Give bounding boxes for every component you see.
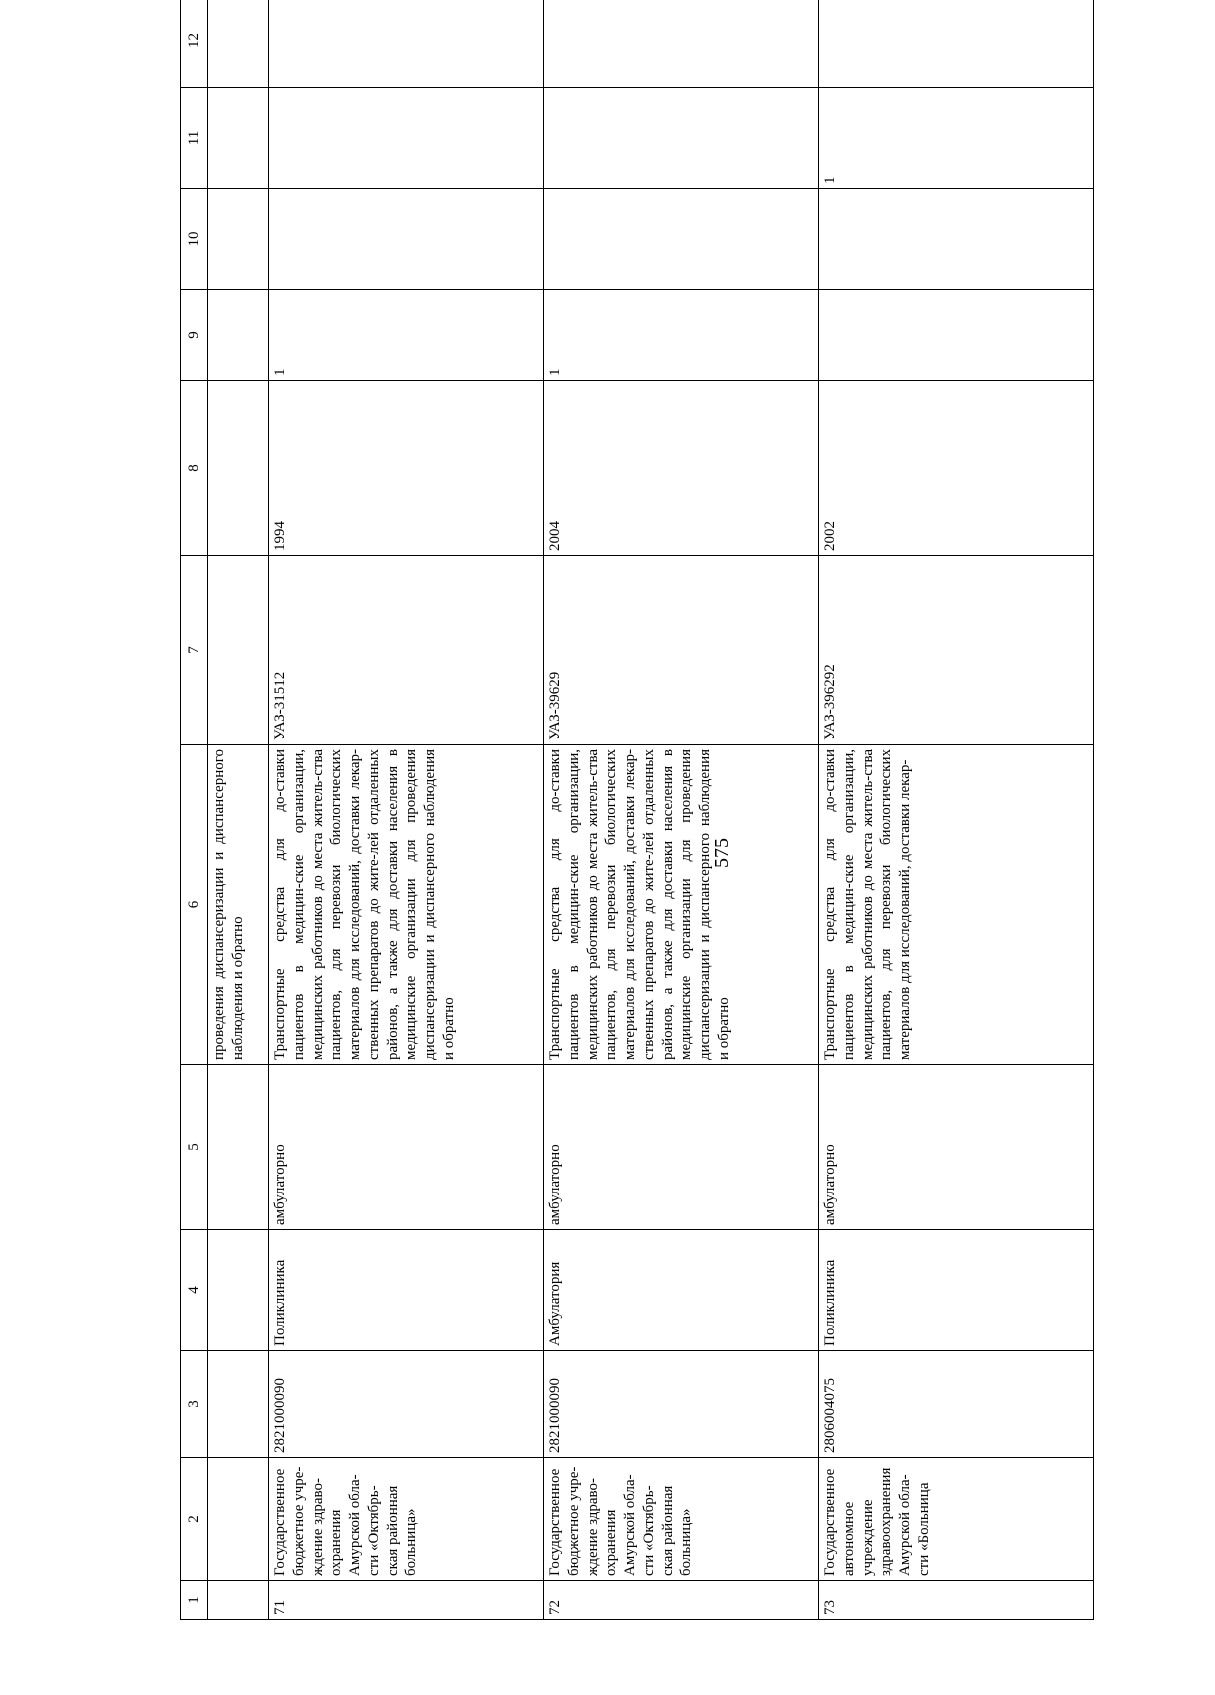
organization-name: Государственное автономное учреждение здравоохранения Амурской обла-сти «Больница (819, 1458, 1094, 1581)
column-number: 1 (181, 1581, 208, 1620)
cell-col-9 (819, 290, 1094, 381)
cell-col-11: 1 (819, 88, 1094, 189)
cell-col-10 (819, 189, 1094, 290)
cell-col-11 (544, 88, 819, 189)
row-number: 71 (269, 1581, 544, 1620)
inn-code: 2806004075 (819, 1351, 1094, 1458)
vehicle-year: 1994 (269, 381, 544, 556)
cell-col-12 (269, 0, 544, 88)
care-conditions: амбулаторно (819, 1065, 1094, 1230)
cell-col-9: 1 (269, 290, 544, 381)
vehicle-model: УАЗ-396292 (819, 556, 1094, 745)
column-number: 2 (181, 1458, 208, 1581)
table-row (819, 0, 1094, 1620)
column-number: 4 (181, 1230, 208, 1351)
cell-col-12 (819, 0, 1094, 88)
inn-code: 2821000090 (269, 1351, 544, 1458)
inn-code: 2821000090 (544, 1351, 819, 1458)
organization-name: Государственное бюджетное учре-ждение здраво-охранения Амурской обла-сти «Октябрь-ская районная больница» (544, 1458, 819, 1581)
care-conditions: амбулаторно (544, 1065, 819, 1230)
table-row (544, 0, 819, 1620)
purpose-continuation: проведения диспансеризации и диспансерного наблюдения и обратно (208, 745, 269, 1065)
column-number: 8 (181, 381, 208, 556)
cell-empty (208, 1065, 269, 1230)
cell-col-10 (269, 189, 544, 290)
organization-name: Государственное бюджетное учре-ждение здраво-охранения Амурской обла-сти «Октябрь-ская районная больница» (269, 1458, 544, 1581)
vehicle-year: 2004 (544, 381, 819, 556)
cell-empty (208, 1230, 269, 1351)
vehicle-model: УАЗ-31512 (269, 556, 544, 745)
cell-empty (208, 556, 269, 745)
cell-empty (208, 1581, 269, 1620)
row-number: 73 (819, 1581, 1094, 1620)
column-number-row (181, 0, 208, 1620)
column-number: 11 (181, 88, 208, 189)
vehicle-year: 2002 (819, 381, 1094, 556)
unit-name: Поликлиника (269, 1230, 544, 1351)
vehicle-purpose: Транспортные средства для до-ставки пациентов в медицин-ские организации, медицинских работников до места житель-ства пациентов, для перевозки биологических материалов для исследований, доставки лекар-ственных препаратов до жите-лей отдаленных районов, а также для доставки населения в медицинские организации для проведения диспансеризации и диспансерного наблюдения и обратно (269, 745, 544, 1065)
unit-name: Поликлиника (819, 1230, 1094, 1351)
rotated-table-wrapper (180, 33, 1215, 1620)
cell-col-9: 1 (544, 290, 819, 381)
cell-col-10 (544, 189, 819, 290)
transport-register-table (180, 0, 1094, 1620)
cell-empty (208, 1351, 269, 1458)
page-number: 575 (711, 838, 733, 868)
vehicle-model: УАЗ-39629 (544, 556, 819, 745)
column-number: 3 (181, 1351, 208, 1458)
column-number: 5 (181, 1065, 208, 1230)
column-number: 6 (181, 745, 208, 1065)
cell-empty (208, 1458, 269, 1581)
register-sheet (180, 33, 1215, 1620)
column-number: 10 (181, 189, 208, 290)
column-number: 7 (181, 556, 208, 745)
column-number: 9 (181, 290, 208, 381)
cell-empty (208, 0, 269, 88)
vehicle-purpose: Транспортные средства для до-ставки пациентов в медицин-ские организации, медицинских работников до места житель-ства пациентов, для перевозки биологических материалов для исследований, доставки лекар-ственных препаратов до жите-лей отдаленных районов, а также для доставки населения в медицинские организации для проведения диспансеризации и диспансерного наблюдения и обратно (544, 745, 819, 1065)
cell-col-12 (544, 0, 819, 88)
continuation-row (208, 0, 269, 1620)
cell-empty (208, 88, 269, 189)
unit-name: Амбулатория (544, 1230, 819, 1351)
cell-empty (208, 290, 269, 381)
care-conditions: амбулаторно (269, 1065, 544, 1230)
cell-empty (208, 381, 269, 556)
cell-col-11 (269, 88, 544, 189)
row-number: 72 (544, 1581, 819, 1620)
column-number: 12 (181, 0, 208, 88)
vehicle-purpose: Транспортные средства для до-ставки пациентов в медицин-ские организации, медицинских работников до места житель-ства пациентов, для перевозки биологических материалов для исследований, доставки лекар- (819, 745, 1094, 1065)
table-row (269, 0, 544, 1620)
cell-empty (208, 189, 269, 290)
